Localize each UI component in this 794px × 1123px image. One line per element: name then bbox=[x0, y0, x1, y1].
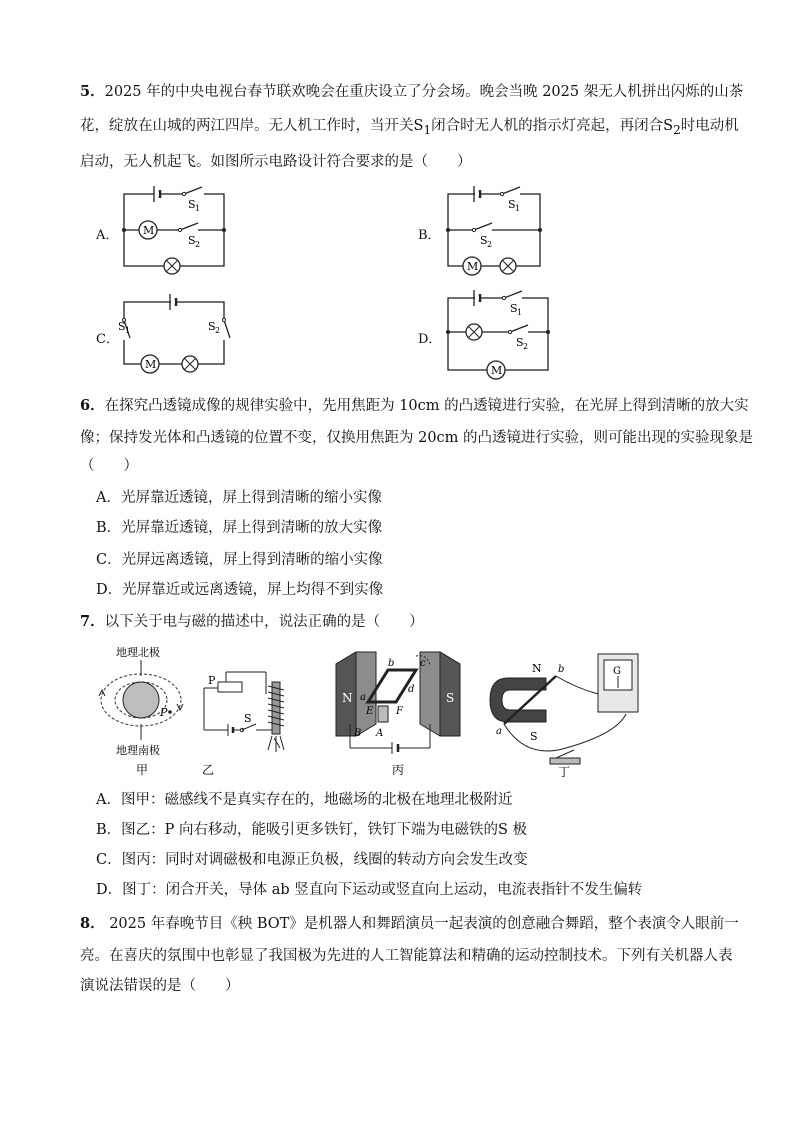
svg-text:1: 1 bbox=[517, 308, 523, 317]
q7-option-a[interactable]: A．图甲：磁感线不是真实存在的，地磁场的北极在地理北极附近 bbox=[96, 792, 513, 808]
svg-text:丙: 丙 bbox=[392, 763, 405, 777]
q5-option-b-label[interactable]: B． bbox=[418, 228, 441, 243]
svg-text:P: P bbox=[208, 674, 216, 687]
svg-text:2: 2 bbox=[195, 240, 201, 249]
svg-text:S: S bbox=[446, 691, 455, 705]
svg-text:d: d bbox=[408, 684, 415, 695]
q6-option-b[interactable]: B．光屏靠近透镜，屏上得到清晰的放大实像 bbox=[96, 520, 383, 536]
q7-number: 7． bbox=[80, 613, 105, 630]
svg-text:S: S bbox=[516, 336, 524, 349]
q5-line-1: 5．2025 年的中央电视台春节联欢晚会在重庆设立了分会场。晚会当晚 2025 架无人机拼出闪烁的山茶 bbox=[80, 83, 744, 100]
svg-text:c: c bbox=[420, 658, 426, 669]
svg-text:M: M bbox=[467, 260, 479, 273]
svg-text:G: G bbox=[613, 666, 621, 677]
q8-line-3: 演说法错误的是（ ） bbox=[80, 978, 240, 994]
q5-circuit-c bbox=[120, 290, 230, 374]
svg-text:S: S bbox=[480, 234, 488, 247]
svg-text:1: 1 bbox=[515, 204, 521, 213]
svg-text:2: 2 bbox=[215, 326, 221, 335]
svg-text:S: S bbox=[188, 198, 196, 211]
q5-circuit-a bbox=[120, 186, 230, 272]
svg-text:甲: 甲 bbox=[136, 763, 149, 777]
q7-option-c[interactable]: C．图丙：同时对调磁极和电源正负极，线圈的转动方向会发生改变 bbox=[96, 852, 528, 868]
svg-text:b: b bbox=[558, 664, 565, 675]
q5-option-d-label[interactable]: D． bbox=[418, 332, 442, 347]
q8-line-2: 亮。在喜庆的氛围中也彰显了我国极为先进的人工智能算法和精确的运动控制技术。下列有关机器人表 bbox=[80, 948, 733, 964]
svg-text:A: A bbox=[376, 728, 384, 739]
q6-line-2: 像；保持发光体和凸透镜的位置不变，仅换用焦距为 20cm 的凸透镜进行实验，则可能出现的实验现象是 bbox=[80, 430, 754, 446]
q5-option-a-label[interactable]: A． bbox=[96, 228, 119, 243]
svg-text:E: E bbox=[366, 706, 374, 717]
svg-text:a: a bbox=[496, 726, 502, 737]
q7-figure-bing bbox=[332, 644, 468, 779]
q5-circuit-b bbox=[444, 186, 544, 272]
svg-text:b: b bbox=[388, 658, 395, 669]
svg-text:P: P bbox=[160, 706, 168, 719]
q5-circuit-d bbox=[444, 290, 554, 376]
svg-text:a: a bbox=[360, 692, 366, 703]
q6-line-3: （ ） bbox=[80, 458, 138, 474]
svg-text:S: S bbox=[118, 320, 126, 333]
svg-text:2: 2 bbox=[523, 342, 529, 351]
q5-option-c-label[interactable]: C． bbox=[96, 332, 119, 347]
svg-text:B: B bbox=[354, 728, 362, 739]
svg-text:S: S bbox=[208, 320, 216, 333]
svg-text:F: F bbox=[396, 706, 403, 717]
svg-text:地理北极: 地理北极 bbox=[116, 646, 160, 659]
q6-option-c[interactable]: C．光屏远离透镜，屏上得到清晰的缩小实像 bbox=[96, 552, 383, 568]
q7-option-d[interactable]: D．图丁：闭合开关，导体 ab 竖直向下运动或竖直向上运动，电流表指针不发生偏转 bbox=[96, 882, 643, 898]
svg-text:S: S bbox=[508, 198, 516, 211]
svg-text:M: M bbox=[143, 224, 155, 237]
q7-figure-ding bbox=[486, 648, 646, 779]
q7-figure-yi bbox=[196, 664, 296, 779]
svg-text:S: S bbox=[244, 712, 252, 725]
svg-text:N: N bbox=[532, 662, 542, 675]
svg-text:1: 1 bbox=[125, 326, 131, 335]
svg-text:2: 2 bbox=[487, 240, 493, 249]
svg-text:M: M bbox=[145, 358, 157, 371]
q7-line-1: 7．以下关于电与磁的描述中，说法正确的是（ ） bbox=[80, 613, 424, 630]
q6-number: 6． bbox=[80, 397, 105, 414]
q7-option-b[interactable]: B．图乙：P 向右移动，能吸引更多铁钉，铁钉下端为电磁铁的S 极 bbox=[96, 822, 528, 838]
svg-text:S: S bbox=[188, 234, 196, 247]
q6-option-d[interactable]: D．光屏靠近或远离透镜，屏上均得不到实像 bbox=[96, 582, 384, 598]
q7-figure-jia bbox=[96, 644, 191, 779]
q8-line-1: 8． 2025 年春晚节目《秧 BOT》是机器人和舞蹈演员一起表演的创意融合舞蹈，整个表演令人眼前一 bbox=[80, 915, 739, 932]
svg-text:S: S bbox=[530, 730, 538, 743]
svg-text:1: 1 bbox=[195, 204, 201, 213]
svg-text:地理南极: 地理南极 bbox=[116, 744, 160, 757]
svg-text:N: N bbox=[342, 691, 353, 705]
svg-text:丁: 丁 bbox=[558, 765, 571, 779]
q5-number: 5． bbox=[80, 83, 105, 100]
q6-line-1: 6．在探究凸透镜成像的规律实验中，先用焦距为 10cm 的凸透镜进行实验，在光屏上得到清晰的放大实 bbox=[80, 397, 749, 414]
svg-text:S: S bbox=[510, 302, 518, 315]
q6-option-a[interactable]: A．光屏靠近透镜，屏上得到清晰的缩小实像 bbox=[96, 490, 382, 506]
svg-text:乙: 乙 bbox=[202, 763, 215, 777]
q5-line-2: 花，绽放在山城的两江四岸。无人机工作时，当开关$S_1$闭合时无人机的指示灯亮起，再闭合$S_2$时电动机 bbox=[80, 118, 739, 137]
q8-number: 8． bbox=[80, 915, 105, 932]
svg-text:M: M bbox=[491, 364, 503, 377]
q5-line-3: 启动，无人机起飞。如图所示电路设计符合要求的是（ ） bbox=[80, 154, 472, 170]
